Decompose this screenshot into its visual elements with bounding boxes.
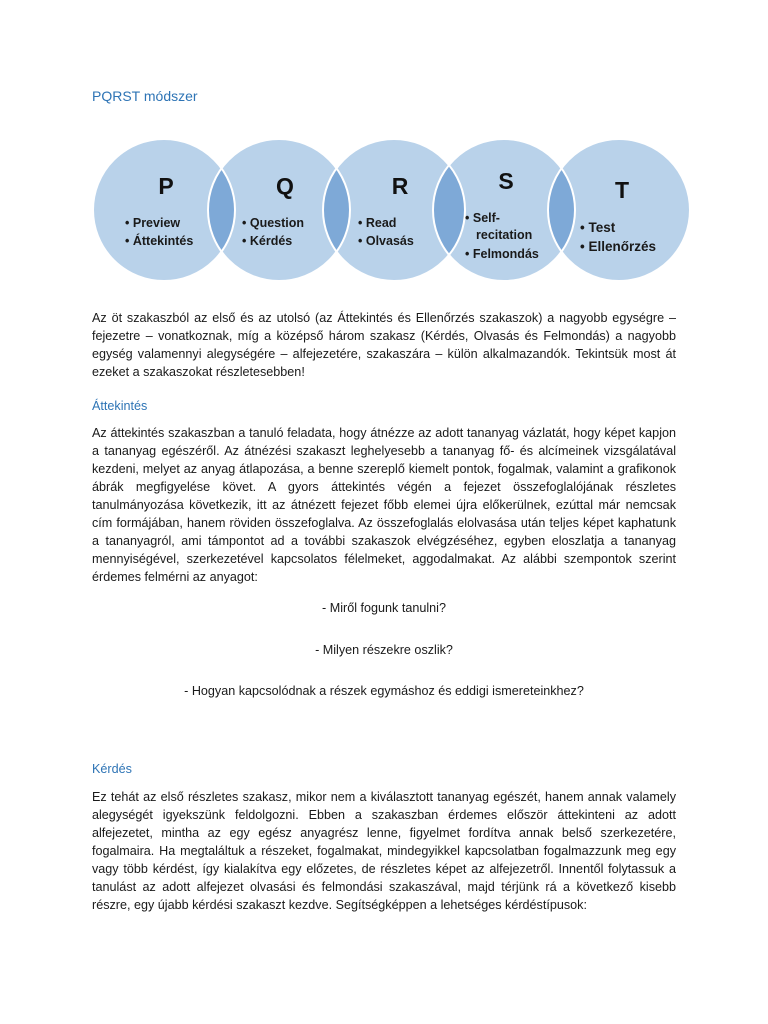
bullet-self: • Self-: [465, 211, 500, 225]
kerdes-paragraph: Ez tehát az első részletes szakasz, mikor nem a kiválasztott tananyag egészét, hanem annak valamely alegységét igyekszünk feldolgozni. Ebben a szakaszban érdemes először áttekinteni az adott alfejezetet, mintha az egy egész anyagrész lenne, figyelmet fordítva annak belső szerkezetére, fogalmaira. Ha megtaláltuk a részeket, fogalmakat, mindegyikkel kapcsolatban fogalmazzunk meg egy vagy több kérdést, így kialakítva egy előzetes, de részletes képet az alfejezetről. Innentől folytassuk a tanulást az adott alfejezet olvasási és felmondási szakaszával, majd térjünk rá a következő kisebb részre, egy újabb kérdési szakaszt kezdve. Segítségképpen a lehetséges kérdéstípusok:: [92, 790, 676, 912]
letter-s: S: [498, 168, 514, 194]
question-item: - Hogyan kapcsolódnak a részek egymáshoz és eddigi ismereteinkhez?: [184, 684, 584, 698]
bullet-attekintes: • Áttekintés: [125, 234, 194, 248]
bullet-ellenorzes: • Ellenőrzés: [580, 239, 657, 254]
section-heading-attekintes: Áttekintés: [92, 399, 148, 413]
bullet-kerdes: • Kérdés: [242, 234, 293, 248]
bullet-olvasas: • Olvasás: [358, 234, 414, 248]
bullet-preview: • Preview: [125, 216, 181, 230]
bullet-read: • Read: [358, 216, 397, 230]
bullet-question: • Question: [242, 216, 305, 230]
bullet-test: • Test: [580, 220, 616, 235]
bullet-felmondas: • Felmondás: [465, 247, 539, 261]
page-title: PQRST módszer: [92, 88, 198, 104]
section-heading-kerdes: Kérdés: [92, 762, 132, 776]
letter-p: P: [158, 173, 174, 199]
letter-t: T: [614, 177, 630, 203]
letter-q: Q: [276, 173, 294, 199]
attekintes-paragraph: Az áttekintés szakaszban a tanuló feladata, hogy átnézze az adott tananyag vázlatát, hogy képet kapjon a tananyag egészéről. Az átnézési szakaszt leghelyesebb a tananyag fő- és alcímeinek vizsgálatával kezdeni, melyet az anyag átlapozása, a benne szereplő kiemelt pontok, fogalmak, valamint a grafikonok ábrák megfigyelése követ. A gyors áttekintés végén a fejezet összefoglalójának részletes tanulmányozása következik, itt az átnézett fejezet főbb elemei újra előkerülnek, ezúttal már nemcsak cím formájában, hanem röviden összefoglalva. Az összefoglalás elolvasása után teljes képet kaphatunk a tananyagról, ami támpontot ad a további szakaszok elvégzéséhez, egyben eloszlatja a tananyag mennyiségével, szerkezetével kapcsolatos félelmeket, aggodalmakat. Az alábbi szempontok szerint érdemes felmérni az anyagot:: [92, 426, 676, 584]
bullet-recitation: recitation: [476, 228, 533, 242]
pqrst-diagram: [0, 0, 768, 300]
letter-r: R: [391, 173, 409, 199]
question-item: - Milyen részekre oszlik?: [315, 643, 453, 657]
intro-paragraph: Az öt szakaszból az első és az utolsó (az Áttekintés és Ellenőrzés szakaszok) a nagyobb egységre – fejezetre – vonatkoznak, míg a középső három szakasz (Kérdés, Olvasás és Felmondás) a nagyobb egység valamennyi alegységére – alfejezetére, szakaszára – külön alkalmazandók. Tekintsük most át ezeket a szakaszokat részletesebben!: [92, 311, 676, 379]
question-item: - Miről fogunk tanulni?: [322, 601, 446, 615]
